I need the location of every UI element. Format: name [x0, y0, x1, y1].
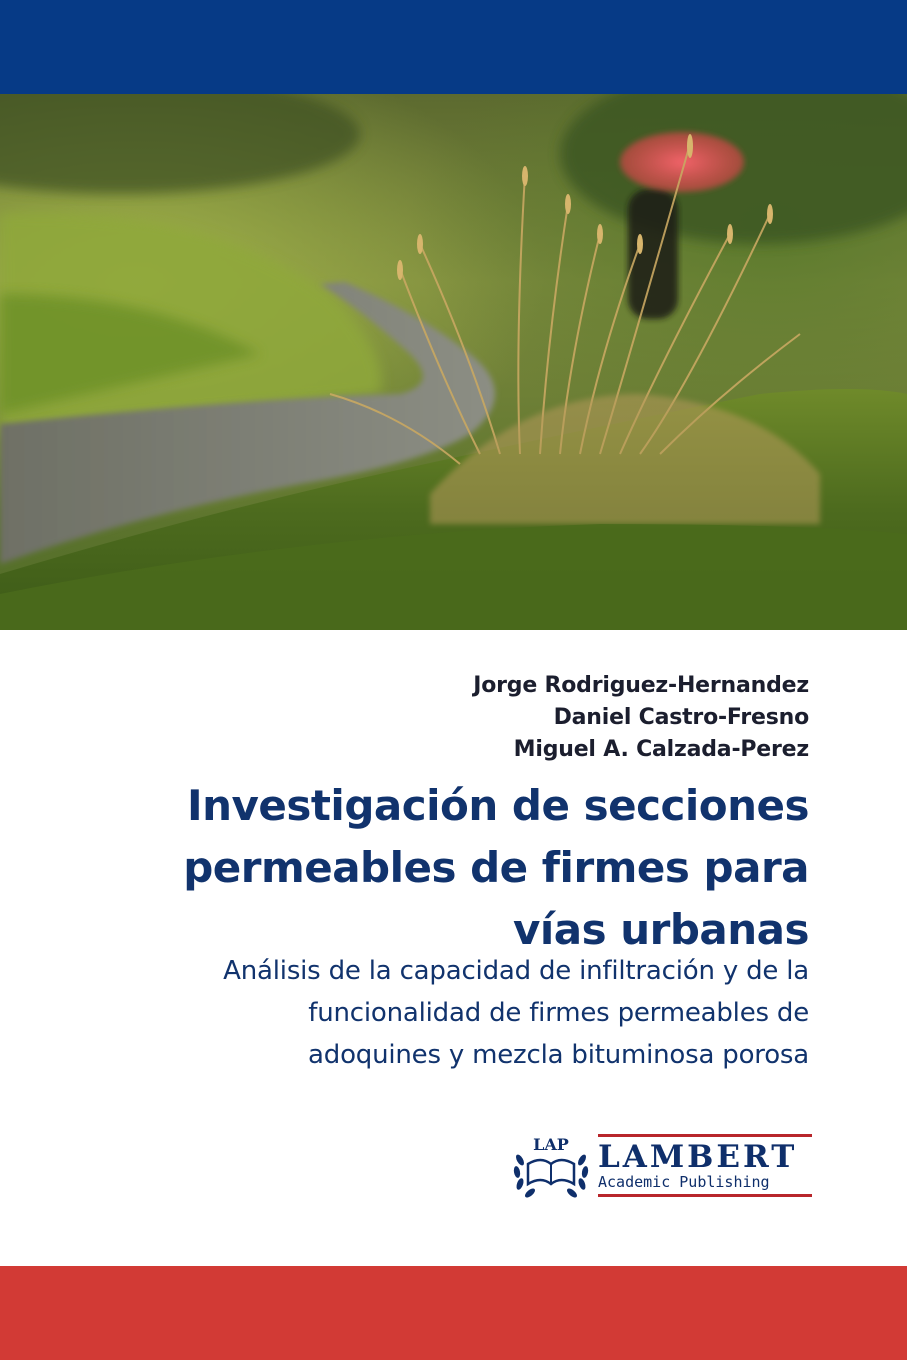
publisher-logo — [508, 1130, 813, 1202]
open-book-laurel-icon — [508, 1130, 594, 1202]
publisher-rule — [598, 1194, 812, 1197]
title-line: permeables de firmes para — [183, 843, 809, 892]
author-name: Miguel A. Calzada-Perez — [513, 737, 809, 762]
publisher-rule — [598, 1134, 812, 1137]
title-line: vías urbanas — [513, 905, 809, 954]
publisher-name: LAMBERT — [598, 1139, 798, 1175]
author-list — [473, 670, 809, 766]
cover-photo — [0, 94, 907, 630]
bottom-color-band — [0, 1266, 907, 1360]
subtitle-line: funcionalidad de firmes permeables de — [308, 998, 809, 1028]
book-subtitle — [49, 950, 809, 1076]
subtitle-line: adoquines y mezcla bituminosa porosa — [308, 1040, 809, 1070]
author-name: Jorge Rodriguez-Hernandez — [473, 673, 809, 698]
emblem-text: LAP — [533, 1135, 569, 1154]
title-line: Investigación de secciones — [186, 781, 809, 830]
top-color-band — [0, 0, 907, 94]
author-name: Daniel Castro-Fresno — [553, 705, 809, 730]
publisher-subname: Academic Publishing — [598, 1173, 770, 1191]
subtitle-line: Análisis de la capacidad de infiltración y de la — [223, 956, 809, 986]
book-title — [49, 775, 809, 961]
